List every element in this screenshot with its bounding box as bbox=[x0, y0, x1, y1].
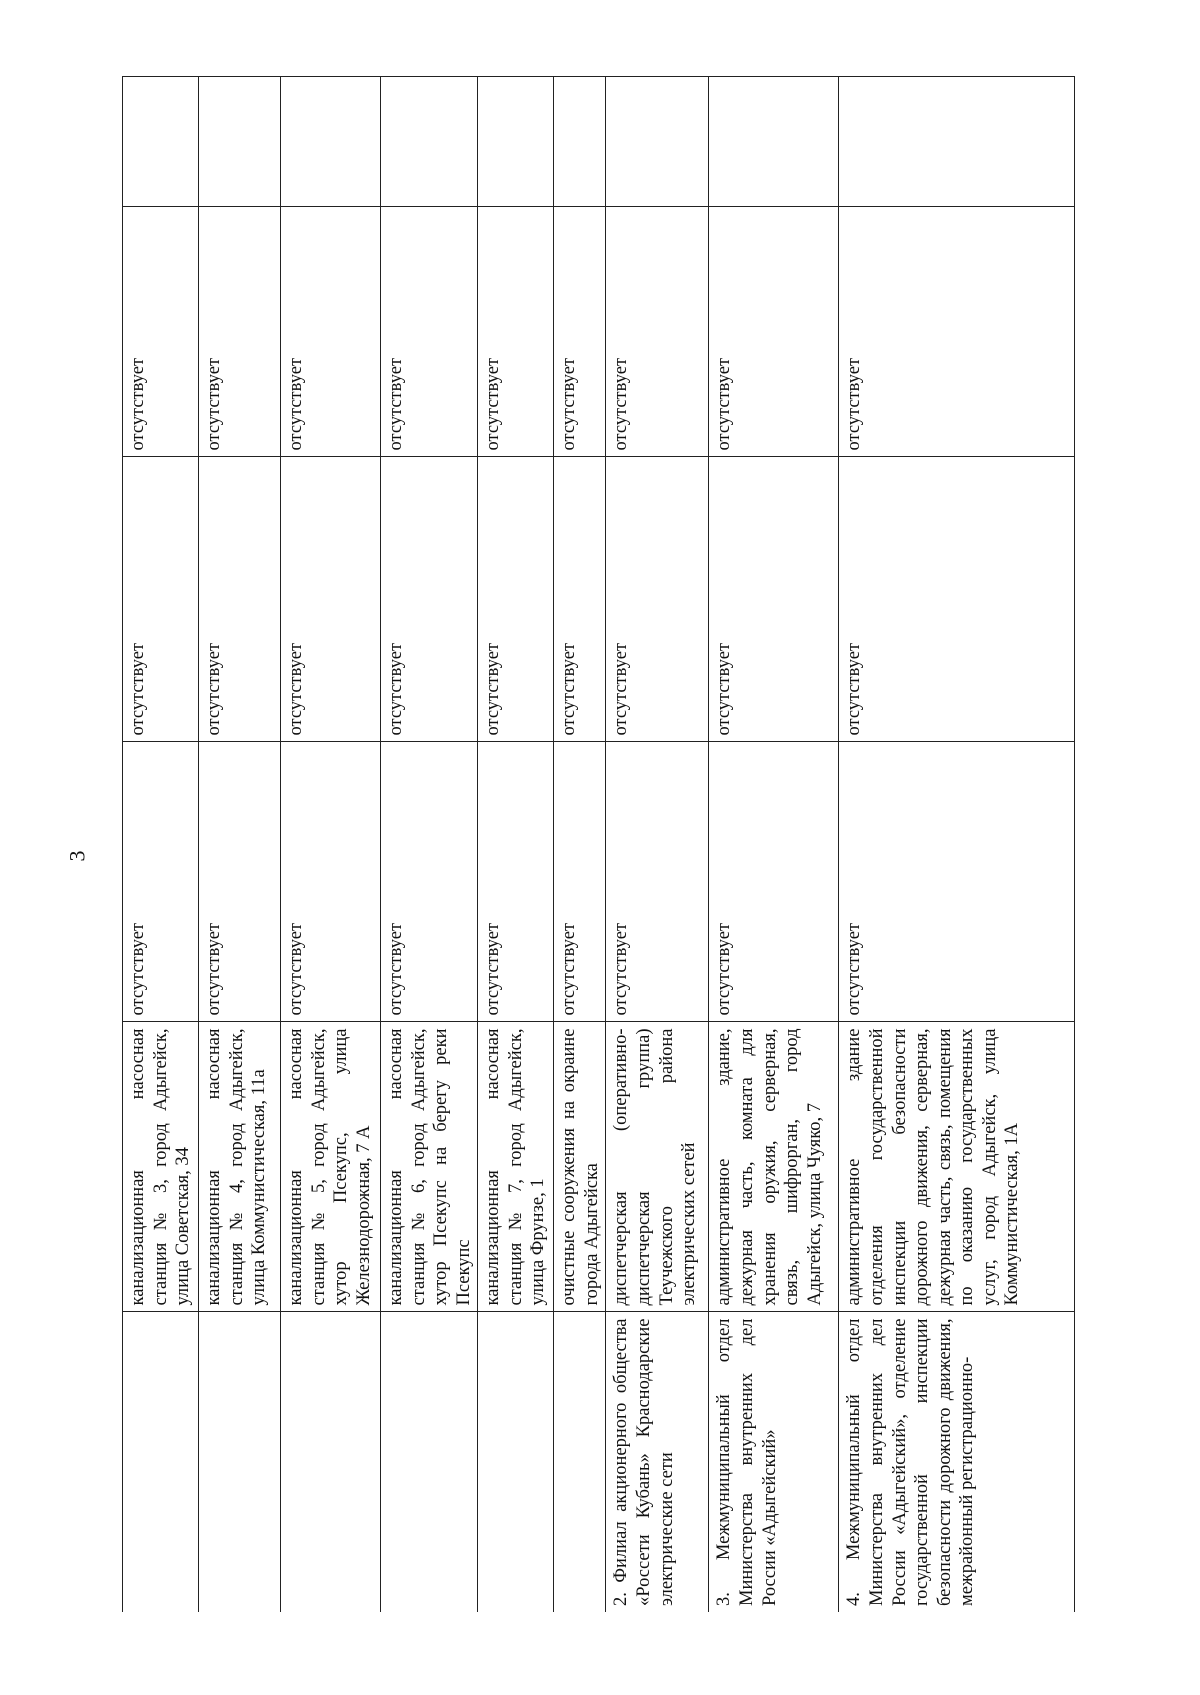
value-cell: отсутствует bbox=[709, 457, 839, 742]
value-cell: отсутствует bbox=[606, 742, 709, 1022]
table-row bbox=[554, 77, 606, 1612]
org-cell: 3. Межмуниципальный отдел Министерства внутренних дел России «Адыгейский» bbox=[709, 1312, 839, 1612]
value-cell: отсутствует bbox=[606, 207, 709, 457]
empty-cell bbox=[199, 77, 281, 207]
table-row bbox=[478, 77, 554, 1612]
org-cell bbox=[478, 1312, 554, 1612]
value-cell: отсутствует bbox=[381, 742, 478, 1022]
value-cell: отсутствует bbox=[478, 207, 554, 457]
table-row bbox=[839, 77, 1075, 1612]
value-cell: отсутствует bbox=[709, 207, 839, 457]
object-cell: диспетчерская (оперативно-диспетчерская группа) Теучежского района электрических сетей bbox=[606, 1022, 709, 1312]
value-cell: отсутствует bbox=[478, 742, 554, 1022]
org-cell bbox=[123, 1312, 199, 1612]
page-number: 3 bbox=[64, 850, 90, 862]
object-cell: административное здание, дежурная часть, комната для хранения оружия, серверная, связь, шифрорган, город Адыгейск, улица Чуяко, 7 bbox=[709, 1022, 839, 1312]
org-cell bbox=[199, 1312, 281, 1612]
object-cell: очистные сооружения на окраине города Адыгейска bbox=[554, 1022, 606, 1312]
value-cell: отсутствует bbox=[199, 742, 281, 1022]
table-row bbox=[381, 77, 478, 1612]
empty-cell bbox=[123, 77, 199, 207]
org-cell bbox=[554, 1312, 606, 1612]
value-cell: отсутствует bbox=[839, 207, 1075, 457]
object-cell: канализационная насосная станция № 3, город Адыгейск, улица Советская, 34 bbox=[123, 1022, 199, 1312]
org-cell: 4. Межмуниципальный отдел Министерства внутренних дел России «Адыгейский», отделение государственной инспекции безопасности дорожного движения, межрайонный регистрационно- bbox=[839, 1312, 1075, 1612]
org-cell: 2. Филиал акционерного общества «Россети Кубань» Краснодарские электрические сети bbox=[606, 1312, 709, 1612]
value-cell: отсутствует bbox=[381, 457, 478, 742]
value-cell: отсутствует bbox=[709, 742, 839, 1022]
value-cell: отсутствует bbox=[606, 457, 709, 742]
table-row bbox=[281, 77, 381, 1612]
rotated-table-sheet bbox=[122, 77, 1057, 1612]
value-cell: отсутствует bbox=[199, 207, 281, 457]
empty-cell bbox=[709, 77, 839, 207]
value-cell: отсутствует bbox=[554, 457, 606, 742]
org-cell bbox=[281, 1312, 381, 1612]
object-cell: канализационная насосная станция № 7, город Адыгейск, улица Фрунзе, 1 bbox=[478, 1022, 554, 1312]
value-cell: отсутствует bbox=[123, 742, 199, 1022]
value-cell: отсутствует bbox=[839, 457, 1075, 742]
empty-cell bbox=[839, 77, 1075, 207]
value-cell: отсутствует bbox=[199, 457, 281, 742]
value-cell: отсутствует bbox=[281, 457, 381, 742]
value-cell: отсутствует bbox=[123, 457, 199, 742]
value-cell: отсутствует bbox=[839, 742, 1075, 1022]
data-table bbox=[122, 77, 1075, 1613]
value-cell: отсутствует bbox=[381, 207, 478, 457]
table-row bbox=[709, 77, 839, 1612]
value-cell: отсутствует bbox=[123, 207, 199, 457]
object-cell: административное здание отделения государственной инспекции безопасности дорожного движения, серверная, дежурная часть, связь, помещения по оказанию государственных услуг, город Адыгейск, улица Коммунистическая, 1А bbox=[839, 1022, 1075, 1312]
value-cell: отсутствует bbox=[554, 742, 606, 1022]
value-cell: отсутствует bbox=[281, 742, 381, 1022]
value-cell: отсутствует bbox=[554, 207, 606, 457]
object-cell: канализационная насосная станция № 4, город Адыгейск, улица Коммунистическая, 11а bbox=[199, 1022, 281, 1312]
object-cell: канализационная насосная станция № 5, город Адыгейск, хутор Псекупс, улица Железнодорожная, 7 А bbox=[281, 1022, 381, 1312]
object-cell: канализационная насосная станция № 6, город Адыгейск, хутор Псекупс на берегу реки Псекупс bbox=[381, 1022, 478, 1312]
org-cell bbox=[381, 1312, 478, 1612]
value-cell: отсутствует bbox=[478, 457, 554, 742]
empty-cell bbox=[281, 77, 381, 207]
empty-cell bbox=[606, 77, 709, 207]
table-row bbox=[199, 77, 281, 1612]
table-row bbox=[123, 77, 199, 1612]
value-cell: отсутствует bbox=[281, 207, 381, 457]
table-row bbox=[606, 77, 709, 1612]
empty-cell bbox=[554, 77, 606, 207]
empty-cell bbox=[381, 77, 478, 207]
empty-cell bbox=[478, 77, 554, 207]
